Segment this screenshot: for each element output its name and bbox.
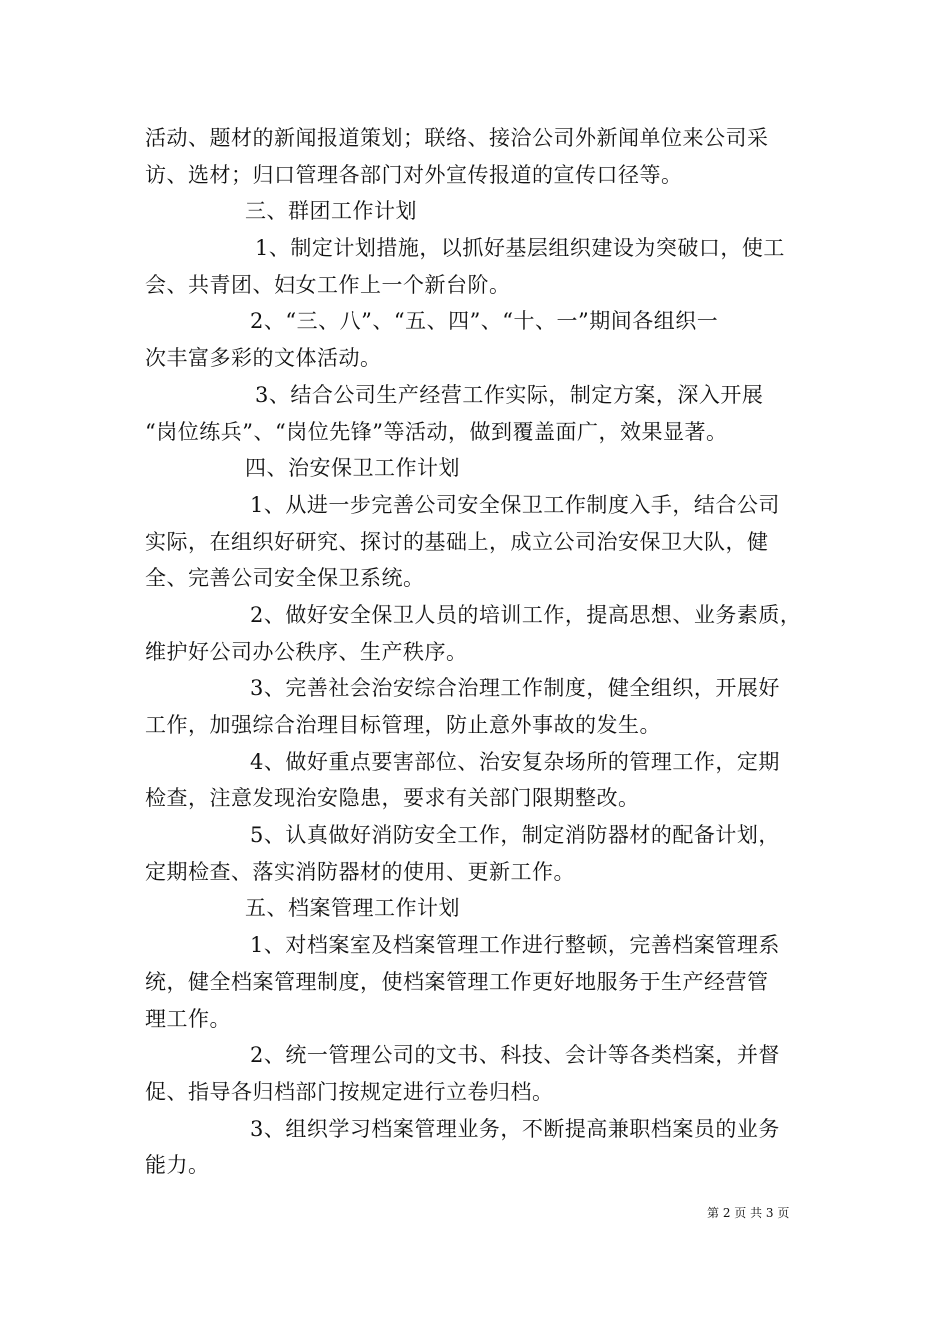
text-line: 次丰富多彩的文体活动。 <box>145 346 382 371</box>
text-line: 1、对档案室及档案管理工作进行整顿，完善档案管理系 <box>250 933 780 958</box>
text-line: 五、档案管理工作计划 <box>245 896 460 921</box>
text-line: 访、选材；归口管理各部门对外宣传报道的宣传口径等。 <box>145 162 683 187</box>
text-line: 3、组织学习档案管理业务，不断提高兼职档案员的业务 <box>250 1116 780 1141</box>
text-line: 3、完善社会治安综合治理工作制度，健全组织，开展好 <box>250 676 780 701</box>
text-line: 能力。 <box>145 1153 210 1178</box>
text-line: 检查，注意发现治安隐患，要求有关部门限期整改。 <box>145 786 640 811</box>
text-line: 2、做好安全保卫人员的培训工作，提高思想、业务素质， <box>250 602 802 627</box>
text-line: 维护好公司办公秩序、生产秩序。 <box>145 639 468 664</box>
text-line: 5、认真做好消防安全工作，制定消防器材的配备计划， <box>250 823 780 848</box>
text-line: 四、治安保卫工作计划 <box>245 456 460 481</box>
text-line: 全、完善公司安全保卫系统。 <box>145 566 425 591</box>
text-line: 2、统一管理公司的文书、科技、会计等各类档案，并督 <box>250 1043 780 1068</box>
text-line: 实际，在组织好研究、探讨的基础上，成立公司治安保卫大队，健 <box>145 529 769 554</box>
text-line: 1、制定计划措施，以抓好基层组织建设为突破口，使工 <box>255 236 785 261</box>
text-line: 2、“三、八”、“五、四”、“十、一”期间各组织一 <box>250 309 719 334</box>
text-line: 定期检查、落实消防器材的使用、更新工作。 <box>145 859 575 884</box>
text-line: 工作，加强综合治理目标管理，防止意外事故的发生。 <box>145 713 661 737</box>
text-line: 促、指导各归档部门按规定进行立卷归档。 <box>145 1079 554 1104</box>
document-body <box>145 120 815 1184</box>
text-line: “岗位练兵”、“岗位先锋”等活动，做到覆盖面广，效果显著。 <box>145 419 728 444</box>
text-line: 三、群团工作计划 <box>245 199 417 224</box>
text-line: 1、从进一步完善公司安全保卫工作制度入手，结合公司 <box>250 492 780 517</box>
text-line: 4、做好重点要害部位、治安复杂场所的管理工作，定期 <box>250 749 780 774</box>
text-line: 统，健全档案管理制度，使档案管理工作更好地服务于生产经营管 <box>145 969 769 994</box>
page-number-footer: 第 2 页 共 3 页 <box>707 1206 790 1220</box>
text-line: 3、结合公司生产经营工作实际，制定方案，深入开展 <box>255 382 764 407</box>
text-line: 活动、题材的新闻报道策划；联络、接洽公司外新闻单位来公司采 <box>145 126 769 150</box>
text-line: 会、共青团、妇女工作上一个新台阶。 <box>145 272 511 297</box>
text-line: 理工作。 <box>145 1006 231 1031</box>
